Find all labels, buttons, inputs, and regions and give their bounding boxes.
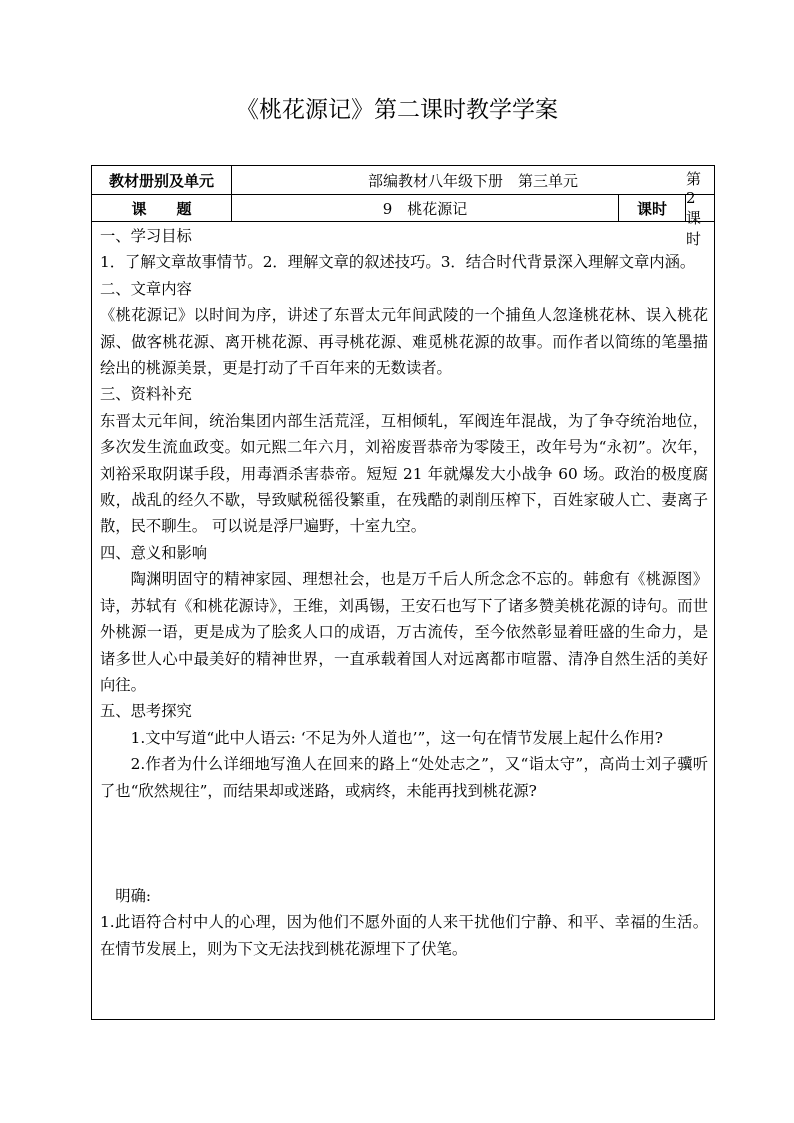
significance-heading: 四、意义和影响 [100,543,208,562]
question-1: 1.文中写道“此中人语云: ‘不足为外人道也’”，这一句在情节发展上起什么作用? [130,728,663,747]
topic-label: 课 题 [92,195,232,221]
period-value: 第 2 课时 [686,169,702,248]
textbook-label: 教材册别及单元 [92,166,232,194]
goals-text: 1．了解文章故事情节。2．理解文章的叙述技巧。3．结合时代背景深入理解文章内涵。 [100,253,696,272]
question-2: 2.作者为什么详细地写渔人在回来的路上“处处志之”，又“诣太守”，高尚士刘子骥听了也“欣然规往”，而结果却或迷路，或病终，未能再找到桃花源? [100,755,708,800]
table-row-textbook [92,166,714,195]
goals-heading: 一、学习目标 [100,227,192,245]
blank-space [100,804,708,883]
materials-text: 东晋太元年间，统治集团内部生活荒淫，互相倾轧，军阀连年混战，为了争夺统治地位，多次发生流血政变。如元熙二年六月，刘裕废晋恭帝为零陵王，改年号为“永初”。次年，刘裕采取阴谋手段，用毒酒杀害恭帝。短短 21 年就爆发大小战争 60 场。政治的极度腐败，战乱的经久不歇，导致赋税徭役繁重，在残酷的剥削压榨下，百姓家破人亡、妻离子散，民不聊生。 可以说是浮尸遍野，十室九空。 [100,411,708,536]
textbook-value: 部编教材八年级下册 第三单元 [367,171,578,190]
period-label: 课时 [619,195,686,221]
topic-value: 9 桃花源记 [232,195,619,221]
page-title: 《桃花源记》第二课时教学学案 [236,97,558,123]
answers-label: 明确: [115,886,152,905]
content-heading: 二、文章内容 [100,279,192,298]
significance-text: 陶渊明固守的精神家园、理想社会，也是万千后人所念念不忘的。韩愈有《桃源图》诗，苏轼有《和桃花源诗》，王维，刘禹锡，王安石也写下了诸多赞美桃花源的诗句。而世外桃源一语，更是成为了脍炙人口的成语，万古流传，至今依然彰显着旺盛的生命力，是诸多世人心中最美好的精神世界，一直承载着国人对远离都市喧嚣、清净自然生活的美好向往。 [100,570,708,694]
thinking-heading: 五、思考探究 [100,702,192,721]
materials-heading: 三、资料补充 [100,385,192,404]
lesson-body [92,223,714,962]
content-text: 《桃花源记》以时间为序，讲述了东晋太元年间武陵的一个捕鱼人忽逢桃花林、误入桃花源、做客桃花源、离开桃花源、再寻桃花源、难觅桃花源的故事。而作者以简练的笔墨描绘出的桃源美景，更是打动了千百年来的无数读者。 [100,306,708,378]
lesson-plan-table [91,165,715,1020]
answer-1: 1.此语符合村中人的心理，因为他们不愿外面的人来干扰他们宁静、和平、幸福的生活。在情节发展上，则为下文无法找到桃花源埋下了伏笔。 [100,913,708,958]
